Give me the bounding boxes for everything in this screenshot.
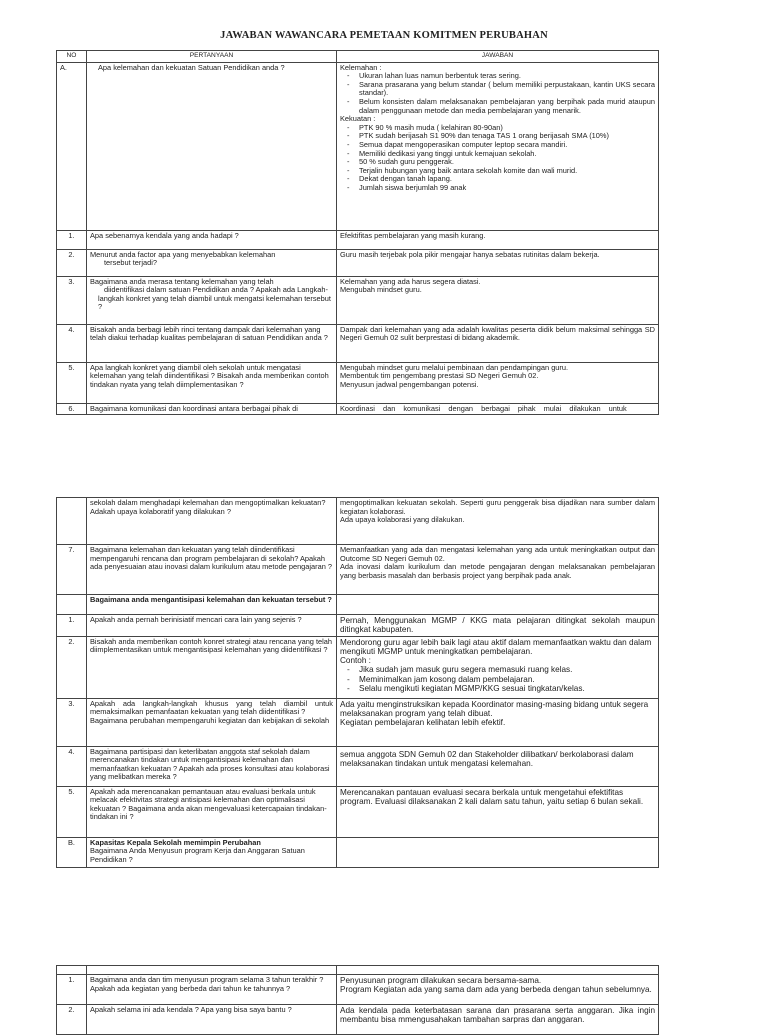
answer-text: Ada yaitu menginstruksikan kepada Koordinator masing-masing bidang untuk segera melaksanakan program yang telah dibuat. [340, 699, 649, 718]
list-item: - Semua dapat mengoperasikan computer leptop secara mandiri. [359, 141, 655, 150]
answer-cell: Koordinasi dan komunikasi dengan berbagai pihak mulai dilakukan untuk [337, 403, 659, 415]
table-row [57, 403, 659, 415]
row-number: 4. [57, 746, 87, 786]
answer-cell: Efektifitas pembelajaran yang masih kurang. [337, 230, 659, 249]
question-cell: Apa langkah konkret yang diambil oleh sekolah untuk mengatasi kelemahan yang telah diindentifikasi ? Bisakah anda memberikan contoh tindakan nyata yang telah diimplementasikan ? [87, 362, 337, 403]
answer-text: program. Evaluasi dilaksanakan 2 kali dalam satu tahun, yaitu setiap 6 bulan sekali. [340, 796, 644, 806]
table-row [57, 276, 659, 324]
list-item: - Selalu mengikuti kegiatan MGMP/KKG sesuai tingkatan/kelas. [359, 684, 655, 693]
question-cell [87, 698, 337, 746]
kekuatan-label: Kekuatan : [340, 114, 376, 124]
row-number: 1. [57, 975, 87, 1005]
question-text: Apa kelemahan dan kekuatan Satuan Pendidikan anda ? [98, 62, 285, 72]
answer-cell [337, 636, 659, 698]
answer-cell: Pernah, Menggunakan MGMP / KKG mata pelajaran ditingkat sekolah maupun ditingkat kabupaten. [337, 615, 659, 637]
answer-cell [337, 975, 659, 1005]
question-cell: Apa sebenarnya kendala yang anda hadapi ? [87, 230, 337, 249]
answer-text: Kelemahan yang ada harus segera diatasi. [340, 276, 481, 286]
answer-text: Ada upaya kolaborasi yang dilakukan. [340, 515, 465, 525]
list-item: - Ukuran lahan luas namun berbentuk teras sering. [359, 72, 655, 81]
list-item: - 50 % sudah guru penggerak. [359, 158, 655, 167]
table-row [57, 498, 659, 545]
list-item: - Sarana prasarana yang belum standar ( belum memiliki perpustakaan, kantin UKS secara standar). [359, 81, 655, 98]
interview-table-page-2 [56, 497, 659, 868]
header-pertanyaan: PERTANYAAN [87, 51, 337, 63]
answer-text: Memanfaatkan yang ada dan mengatasi kelemahan yang ada untuk meningkatkan output dan Outcome SD Negeri Gemuh 02. [340, 545, 655, 563]
list-item: - Jika sudah jam masuk guru segera memasuki ruang kelas. [359, 665, 655, 674]
answer-cell [337, 698, 659, 746]
answer-text: Mengubah mindset guru melalui pembinaan dan pendampingan guru. [340, 362, 569, 372]
row-number: A. [57, 62, 87, 230]
question-cell: Bagaimana kelemahan dan kekuatan yang telah diindentifikasi mempengaruhi rencana dan program pembelajaran di sekolah? Apakah ada penyesuaian atau inovasi dalam kurikulum atau metode pengajaran ? [87, 545, 337, 595]
table-row [57, 545, 659, 595]
interview-table-page-1 [56, 50, 659, 415]
list-item: - Meminimalkan jam kosong dalam pembelajaran. [359, 675, 655, 684]
row-number: 7. [57, 545, 87, 595]
answer-cell [337, 62, 659, 230]
question-cell [87, 62, 337, 230]
answer-text: Penyusunan program dilakukan secara bersama-sama. [340, 976, 542, 985]
section-title: Kapasitas Kepala Sekolah memimpin Perubahan [90, 837, 261, 847]
question-text: Bagaimana Anda Menyusun program Kerja dan Anggaran Satuan Pendidikan ? [90, 846, 305, 864]
empty-cell [337, 837, 659, 867]
row-number [57, 498, 87, 545]
table-row [57, 837, 659, 867]
answer-cell: semua anggota SDN Gemuh 02 dan Stakeholder dilibatkan/ berkolaborasi dalam melaksanakan tindakan untuk mengatasi kelemahan. [337, 746, 659, 786]
question-cell: Apakah ada merencanakan pemantauan atau evaluasi berkala untuk melacak efektivitas strategi antisipasi kelemahan dan optimalisasi kekuatan ? Bagaimana anda akan mengevaluasi ketercapaian tindakan-tindakan ini ? [87, 786, 337, 837]
table-row [57, 62, 659, 230]
question-cell: Apakah selama ini ada kendala ? Apa yang bisa saya bantu ? [87, 1005, 337, 1035]
row-number: 3. [57, 276, 87, 324]
question-text: Bagaimana anda merasa tentang kelemahan yang telah [90, 276, 274, 286]
answer-text: Membentuk tim pengembang prestasi SD Negeri Gemuh 02. [340, 371, 539, 381]
question-cell: Bisakah anda berbagi lebih rinci tentang dampak dari kelemahan yang telah diakui terhadap kualitas pembelajaran di satuan Pendidikan anda ? [87, 324, 337, 362]
interview-table-page-3 [56, 965, 659, 1035]
table-header-row [57, 51, 659, 63]
list-item: - Memiliki dedikasi yang tinggi untuk kemajuan sekolah. [359, 150, 655, 159]
table-row [57, 615, 659, 637]
row-number: 5. [57, 786, 87, 837]
question-text: langkah konkret yang telah diambil untuk mengatsi kelemahan tersebut ? [98, 293, 331, 312]
list-item: - Terjalin hubungan yang baik antara sekolah komite dan wali murid. [359, 167, 655, 176]
table-row [57, 249, 659, 276]
answer-text: Ada inovasi dalam kurikulum dan metode pengajaran dengan melaksanakan pembelajaran yang berbasis masalah dan berbasis project yang berpihak pada anak. [340, 562, 655, 580]
table-row [57, 966, 659, 975]
question-cell [87, 249, 337, 276]
table-row [57, 746, 659, 786]
answer-text: Merencanakan pantauan evaluasi secara berkala untuk mengetahui efektifitas [340, 787, 624, 797]
row-number: 1. [57, 615, 87, 637]
empty-cell [57, 966, 87, 975]
kelemahan-list [340, 72, 655, 115]
question-cell: Bagaimana anda dan tim menyusun program selama 3 tahun terakhir ? Apakah ada kegiatan yang berbeda dari tahun ke tahunnya ? [87, 975, 337, 1005]
question-cell: Bagaimana komunikasi dan koordinasi antara berbagai pihak di [87, 403, 337, 415]
table-row [57, 636, 659, 698]
table-row [57, 324, 659, 362]
header-no: NO [57, 51, 87, 63]
list-item: - PTK sudah berijasah S1 90% dan tenaga TAS 1 orang berijasah SMA (10%) [359, 132, 655, 141]
question-text: Bagaimana perubahan mempengaruhi kegiatan dan kebijakan di sekolah [90, 715, 330, 725]
answer-text: Program Kegiatan ada yang sama dam ada yang berbeda dengan tahun sebelumnya. [340, 985, 652, 995]
list-item: - PTK 90 % masih muda ( kelahiran 80-90an) [359, 124, 655, 133]
question-cell [87, 837, 337, 867]
question-cell: Bisakah anda memberikan contoh konret strategi atau rencana yang telah diimplementasikan untuk mengantisipasi kelemahan yang diidentifikasi ? [87, 636, 337, 698]
list-item: - Belum konsisten dalam melaksanakan pembelajaran yang berpihak pada murid ataupun dalam penggunaan metode dan media pembelajaran yang menarik. [359, 98, 655, 115]
question-cell: Apakah anda pernah berinisiatif mencari cara lain yang sejenis ? [87, 615, 337, 637]
section-row [57, 595, 659, 615]
row-number: 2. [57, 1005, 87, 1035]
answer-cell [337, 276, 659, 324]
question-text: tersebut terjadi? [104, 258, 157, 268]
answer-cell [337, 498, 659, 545]
row-number: 5. [57, 362, 87, 403]
list-item: - Jumlah siswa berjumlah 99 anak [359, 184, 655, 193]
question-cell: Bagaimana partisipasi dan keterlibatan anggota staf sekolah dalam merencanakan tindakan untuk mengantisipasi kelemahan dan memanfaatkan kekuatan ? Apakah ada proses konsultasi atau kolaborasi yang melibatkan mereka ? [87, 746, 337, 786]
header-jawaban: JAWABAN [337, 51, 659, 63]
table-row [57, 975, 659, 1005]
empty-cell [57, 595, 87, 615]
answer-text: Mengubah mindset guru. [340, 285, 422, 295]
answer-text: Menyusun jadwal pengembangan potensi. [340, 379, 479, 389]
empty-cell [337, 595, 659, 615]
page-title: JAWABAN WAWANCARA PEMETAAN KOMITMEN PERUBAHAN [220, 30, 548, 41]
answer-cell: Guru masih terjebak pola pikir mengajar hanya sebatas rutinitas dalam bekerja. [337, 249, 659, 276]
empty-cell [87, 966, 337, 975]
answer-text: Kegiatan pembelajaran kelihatan lebih efektif. [340, 718, 506, 728]
question-text: Menurut anda factor apa yang menyebabkan kelemahan [90, 249, 276, 259]
answer-cell: Ada kendala pada keterbatasan sarana dan prasarana serta anggaran. Jika ingin membantu bisa mmengusahakan tambahan sarpras dan anggaran. [337, 1005, 659, 1035]
row-number: 6. [57, 403, 87, 415]
answer-text: mengoptimalkan kekuatan sekolah. Seperti guru penggerak bisa dijadikan nara sumber dalam kegiatan kolaborasi. [340, 498, 655, 516]
answer-text: Contoh : [340, 656, 371, 666]
row-number: 4. [57, 324, 87, 362]
answer-cell [337, 786, 659, 837]
answer-text: Mendorong guru agar lebih baik lagi atau aktif dalam memanfaatkan waktu dan dalam mengikuti MGMP untuk meningkatkan pembelajaran. [340, 637, 652, 656]
row-number: B. [57, 837, 87, 867]
row-number: 3. [57, 698, 87, 746]
answer-cell [337, 545, 659, 595]
question-text: diidentifikasi dalam satuan Pendidikan anda ? Apakah ada Langkah- [104, 285, 328, 295]
contoh-list [340, 665, 655, 693]
answer-cell [337, 362, 659, 403]
list-item: - Dekat dengan tanah lapang. [359, 175, 655, 184]
table-row [57, 698, 659, 746]
question-cell: sekolah dalam menghadapi kelemahan dan mengoptimalkan kekuatan? Adakah upaya kolaboratif yang dilakukan ? [87, 498, 337, 545]
row-number: 2. [57, 249, 87, 276]
kelemahan-label: Kelemahan : [340, 62, 382, 72]
section-title: Bagaimana anda mengantisipasi kelemahan dan kekuatan tersebut ? [87, 595, 337, 615]
empty-cell [337, 966, 659, 975]
question-text: Apakah ada langkah-langkah khusus yang telah diambil untuk memaksimalkan pemanfaatan kekuatan yang telah diidentifikasi ? [90, 698, 333, 717]
table-row [57, 362, 659, 403]
question-cell [87, 276, 337, 324]
answer-cell: Dampak dari kelemahan yang ada adalah kwalitas peserta didik belum maksimal sehingga SD Negeri Gemuh 02 sulit berprestasi di bidang akademik. [337, 324, 659, 362]
table-row [57, 230, 659, 249]
row-number: 1. [57, 230, 87, 249]
table-row [57, 1005, 659, 1035]
row-number: 2. [57, 636, 87, 698]
kekuatan-list [340, 124, 655, 193]
table-row [57, 786, 659, 837]
